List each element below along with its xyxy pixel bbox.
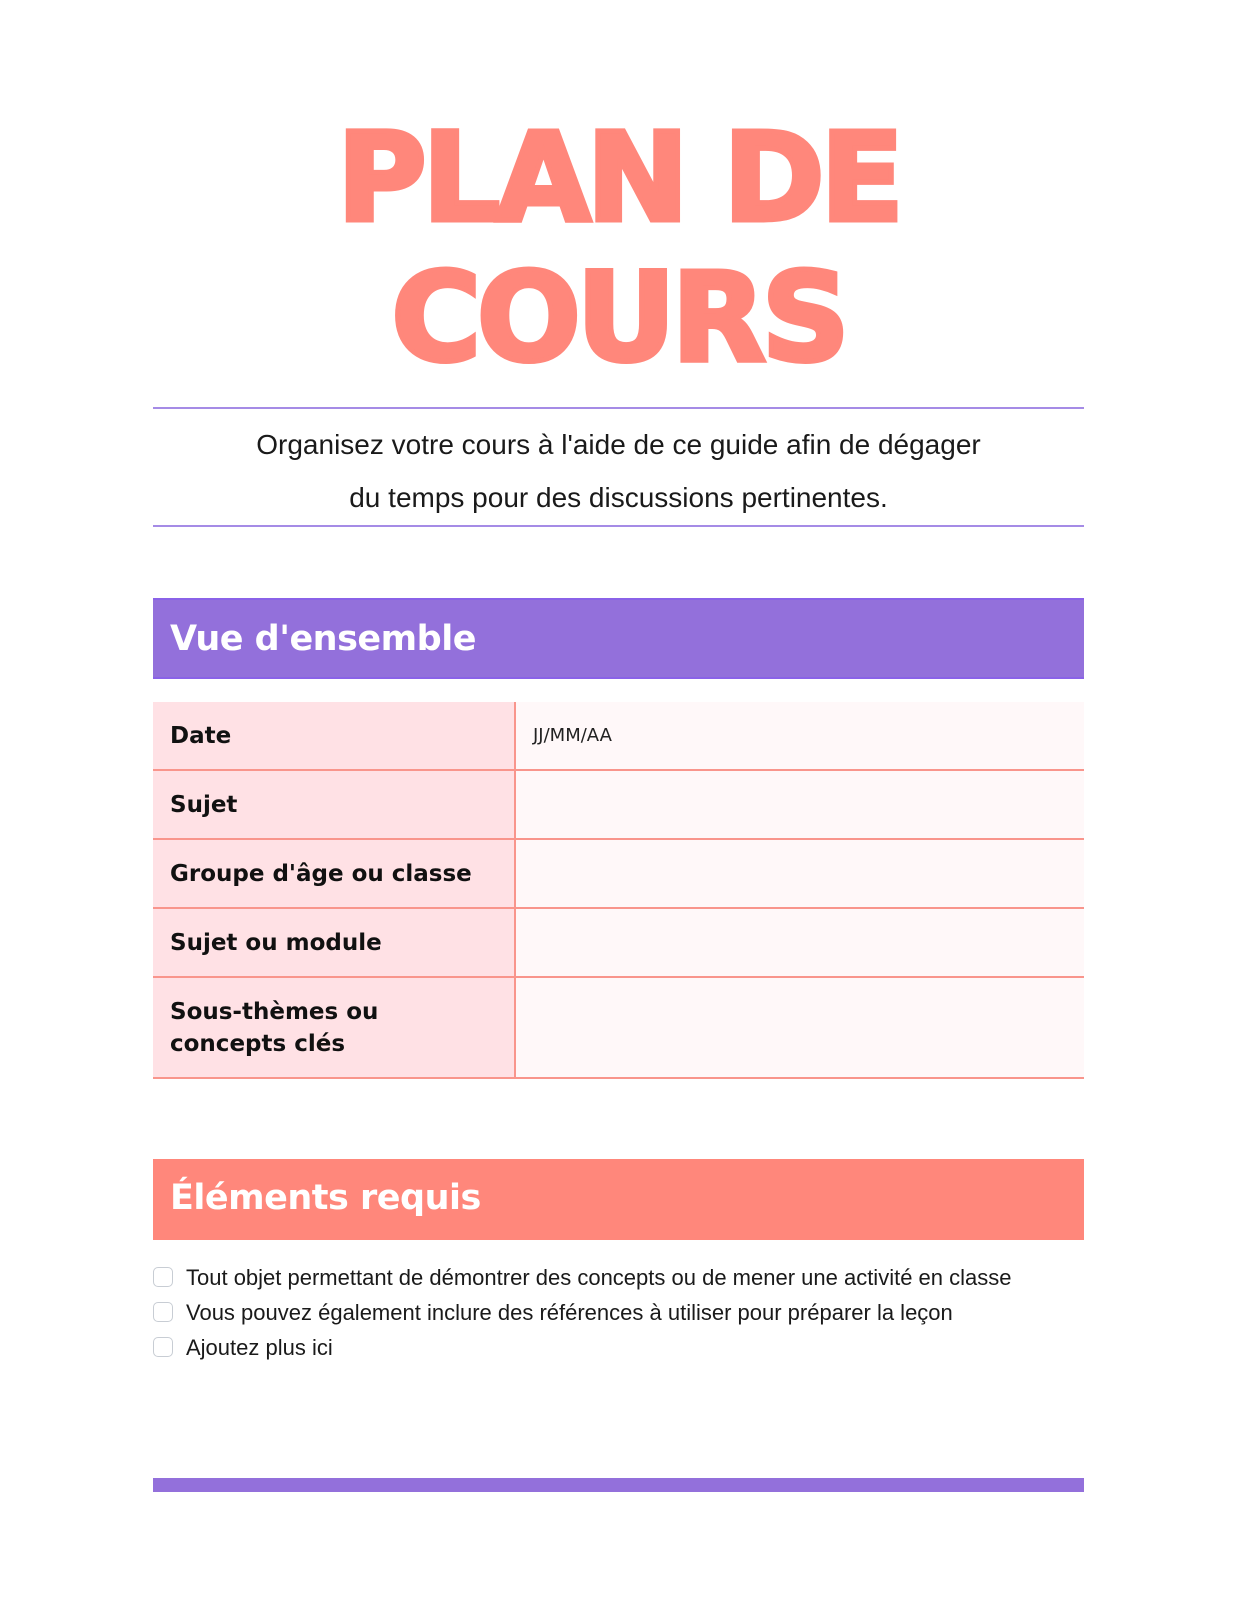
table-row [153, 909, 1084, 978]
checkbox[interactable] [153, 1267, 173, 1287]
footer-bar [153, 1478, 1084, 1492]
row-label: Date [153, 702, 516, 769]
intro-line-1: Organisez votre cours à l'aide de ce guide afin de dégager [256, 429, 981, 460]
list-item [153, 1260, 1084, 1295]
row-label: Groupe d'âge ou classe [153, 840, 516, 907]
age-group-field[interactable] [516, 840, 1084, 907]
requirements-heading: Éléments requis [153, 1159, 1084, 1240]
intro-text [153, 418, 1084, 524]
top-divider [153, 407, 1084, 409]
table-row [153, 771, 1084, 840]
overview-table [153, 702, 1084, 1079]
list-item-text: Ajoutez plus ici [186, 1335, 333, 1360]
key-concepts-field[interactable] [516, 978, 1084, 1077]
subject-field[interactable] [516, 771, 1084, 838]
intro-line-2: du temps pour des discussions pertinentes. [349, 482, 888, 513]
requirements-checklist [153, 1260, 1084, 1365]
title-line-2: COURS [391, 247, 846, 389]
row-label: Sujet ou module [153, 909, 516, 976]
date-field[interactable]: JJ/MM/AA [516, 702, 1084, 769]
checkbox[interactable] [153, 1337, 173, 1357]
page-title [0, 108, 1237, 388]
checkbox[interactable] [153, 1302, 173, 1322]
table-row [153, 978, 1084, 1079]
module-field[interactable] [516, 909, 1084, 976]
list-item [153, 1295, 1084, 1330]
title-line-1: PLAN DE [337, 107, 900, 249]
list-item-text: Vous pouvez également inclure des références à utiliser pour préparer la leçon [186, 1300, 953, 1325]
overview-heading: Vue d'ensemble [153, 598, 1084, 679]
row-label: Sujet [153, 771, 516, 838]
row-label: Sous-thèmes ou concepts clés [153, 978, 516, 1077]
list-item-text: Tout objet permettant de démontrer des concepts ou de mener une activité en classe [186, 1265, 1012, 1290]
table-row [153, 702, 1084, 771]
bottom-divider [153, 525, 1084, 527]
list-item [153, 1330, 1084, 1365]
table-row [153, 840, 1084, 909]
